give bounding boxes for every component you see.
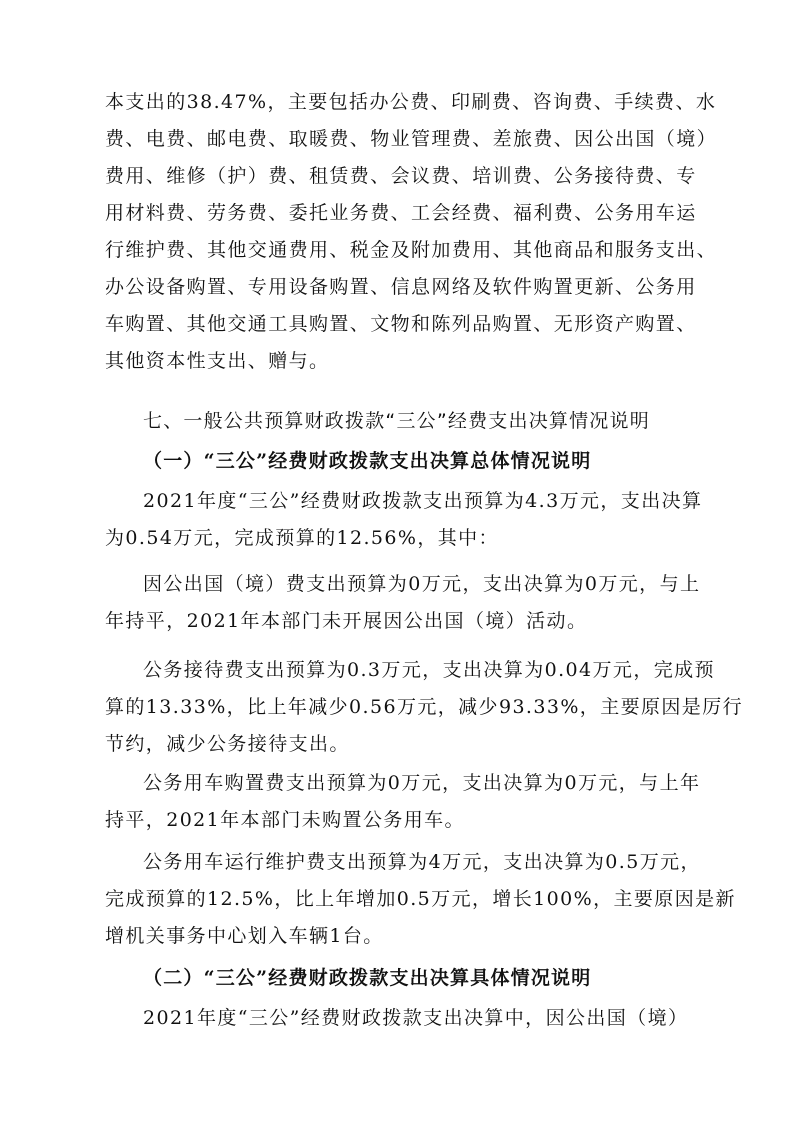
body-text-line: 年持平，2021年本部门未开展因公出国（境）活动。 <box>105 610 588 632</box>
body-text-line: 增机关事务中心划入车辆1台。 <box>105 925 384 947</box>
body-text-line: 车购置、其他交通工具购置、文物和陈列品购置、无形资产购置、 <box>105 313 697 335</box>
body-text-line: 2021年度“三公”经费财政拨款支出决算中，因公出国（境） <box>143 1007 689 1029</box>
body-text-line: 办公设备购置、专用设备购置、信息网络及软件购置更新、公务用 <box>105 276 697 298</box>
body-text-line: 为0.54万元，完成预算的12.56%，其中： <box>105 527 499 549</box>
body-text-line: 2021年度“三公”经费财政拨款支出预算为4.3万元，支出决算 <box>143 490 703 512</box>
body-text-line: 完成预算的12.5%，比上年增加0.5万元，增长100%，主要原因是新 <box>105 888 736 910</box>
subsection-heading: （二）“三公”经费财政拨款支出决算具体情况说明 <box>143 967 592 989</box>
body-text-line: 本支出的38.47%，主要包括办公费、印刷费、咨询费、手续费、水 <box>105 91 717 113</box>
subsection-heading: （一）“三公”经费财政拨款支出决算总体情况说明 <box>143 450 592 472</box>
body-text-line: 公务接待费支出预算为0.3万元，支出决算为0.04万元，完成预 <box>143 659 715 681</box>
body-text-line: 其他资本性支出、赠与。 <box>105 350 330 372</box>
body-text-line: 费用、维修（护）费、租赁费、会议费、培训费、公务接待费、专 <box>105 165 697 187</box>
body-text-line: 用材料费、劳务费、委托业务费、工会经费、福利费、公务用车运 <box>105 202 697 224</box>
body-text-line: 行维护费、其他交通费用、税金及附加费用、其他商品和服务支出、 <box>105 239 718 261</box>
body-text-line: 公务用车运行维护费支出预算为4万元，支出决算为0.5万元， <box>143 851 701 873</box>
section-heading: 七、一般公共预算财政拨款“三公”经费支出决算情况说明 <box>143 410 650 432</box>
body-text-line: 节约，减少公务接待支出。 <box>105 733 350 755</box>
body-text-line: 持平，2021年本部门未购置公务用车。 <box>105 809 465 831</box>
body-text-line: 费、电费、邮电费、取暖费、物业管理费、差旅费、因公出国（境） <box>105 128 718 150</box>
body-text-line: 算的13.33%，比上年减少0.56万元，减少93.33%，主要原因是厉行 <box>105 696 743 718</box>
body-text-line: 公务用车购置费支出预算为0万元，支出决算为0万元，与上年 <box>143 772 701 794</box>
body-text-line: 因公出国（境）费支出预算为0万元，支出决算为0万元，与上 <box>143 573 701 595</box>
